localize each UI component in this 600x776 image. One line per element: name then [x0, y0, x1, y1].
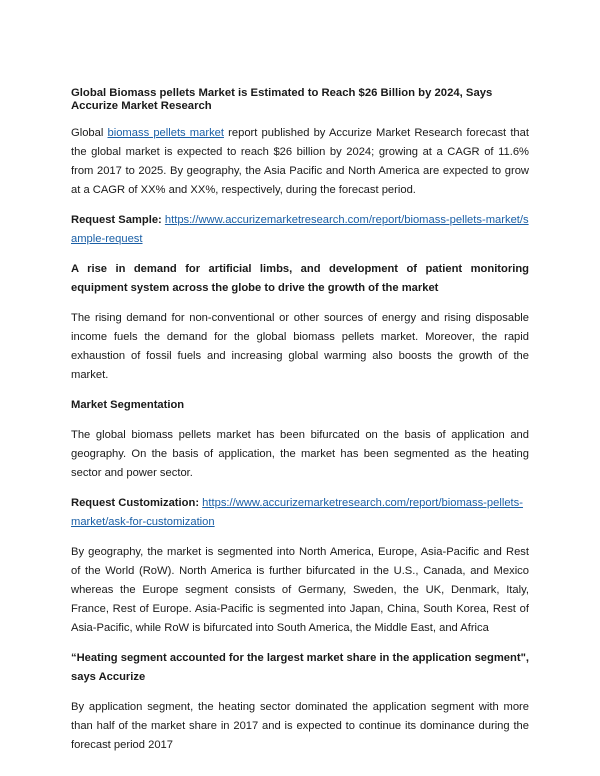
- document-title: Global Biomass pellets Market is Estimated to Reach $26 Billion by 2024, Says Accurize Market Research: [71, 87, 493, 112]
- intro-lead: Global: [71, 127, 104, 139]
- request-sample-label: Request Sample:: [71, 214, 162, 226]
- request-customization-line: [71, 494, 529, 532]
- intro-paragraph: [71, 124, 529, 200]
- request-sample-link[interactable]: https://www.accurizemarketresearch.com/report/biomass-pellets-market/sample-request: [71, 214, 529, 245]
- section-heading-segmentation: Market Segmentation: [71, 399, 185, 411]
- biomass-pellets-market-link[interactable]: biomass pellets market: [107, 127, 224, 139]
- paragraph-segmentation: The global biomass pellets market has been bifurcated on the basis of application and geography. On the basis of application, the market has been segmented as the heating sector and power sector.: [71, 429, 529, 479]
- paragraph-geography: By geography, the market is segmented into North America, Europe, Asia-Pacific and Rest of the World (RoW). North America is further bifurcated in the U.S., Canada, and Mexico whereas the Europe segment consists of Germany, Sweden, the UK, Denmark, Italy, France, Rest of Europe. Asia-Pacific is segmented into Japan, China, South Korea, Rest of Asia-Pacific, while RoW is bifurcated into South America, the Middle East, and Africa: [71, 546, 529, 634]
- request-customization-label: Request Customization:: [71, 497, 200, 509]
- request-sample-line: [71, 211, 529, 249]
- document-content: [71, 87, 529, 755]
- request-customization-link[interactable]: https://www.accurizemarketresearch.com/report/biomass-pellets-market/ask-for-customization: [71, 497, 523, 528]
- section-heading-growth: A rise in demand for artificial limbs, and development of patient monitoring equipment system across the globe to drive the growth of the market: [71, 263, 529, 294]
- paragraph-application: By application segment, the heating sector dominated the application segment with more than half of the market share in 2017 and is expected to continue its dominance during the forecast period 2017: [71, 701, 529, 751]
- section-heading-heating: “Heating segment accounted for the largest market share in the application segment", says Accurize: [71, 652, 529, 683]
- paragraph-demand: The rising demand for non-conventional or other sources of energy and rising disposable income fuels the demand for the global biomass pellets market. Moreover, the rapid exhaustion of fossil fuels and increasing global warming also boosts the growth of the market.: [71, 312, 529, 381]
- intro-rest: report published by Accurize Market Research forecast that the global market is expected to reach $26 billion by 2024; growing at a CAGR of 11.6% from 2017 to 2025. By geography, the Asia Pacific and North America are expected to grow at a CAGR of XX% and XX%, respectively, during the forecast period.: [71, 127, 529, 196]
